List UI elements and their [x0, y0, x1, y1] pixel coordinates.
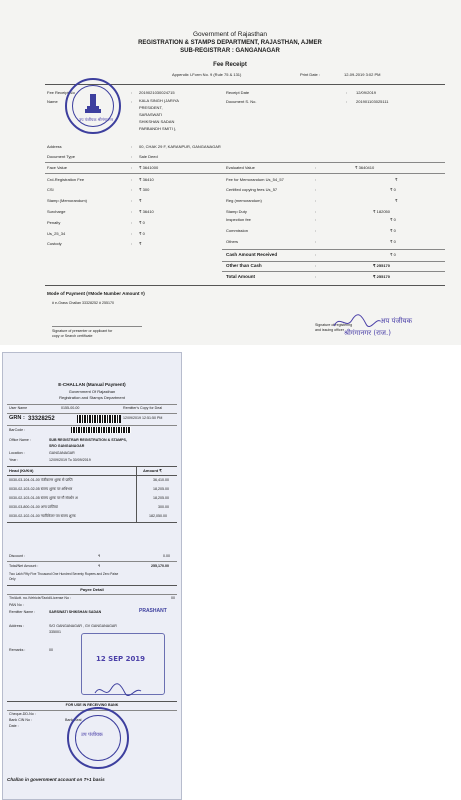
head-row: 0030-02-103-02-05 स्टाम्प शुल्क पर अधिभार	[9, 487, 73, 491]
receipt-title: Fee Receipt	[213, 62, 247, 68]
remitter-handwriting: PRASHANT	[139, 608, 167, 614]
fee-receipt-no: 2019021030024715	[139, 90, 175, 95]
fee-label: Commission	[226, 228, 249, 233]
tin-value: 00	[171, 596, 175, 600]
fee-value: ₹ 0	[139, 220, 145, 225]
fee-receipt-no-label: Fee Receipt No	[47, 90, 75, 95]
fee-label: Crd-Registration Fee	[47, 177, 85, 182]
challan-line: # e-Grass Challan 33328252 # 255170	[52, 301, 114, 305]
print-date-label: Print Date :	[300, 72, 321, 77]
signature-registering: and issuing officer	[315, 328, 344, 332]
seal-icon	[65, 78, 121, 134]
document-sno-label: Document S. No.	[226, 99, 257, 104]
office-name: SRO GANGANAGAR	[49, 444, 85, 448]
fee-value: ₹	[139, 241, 142, 246]
fee-label: Us_25_34	[47, 231, 66, 236]
header-dept: REGISTRATION & STAMPS DEPARTMENT, RAJASTHAN, AJMER	[138, 40, 322, 46]
challan-header: Government Of Rajasthan	[68, 389, 116, 394]
challan-date: 12/09/2019 12:51:50 PM	[123, 416, 163, 420]
head-amount: 18,205.00	[153, 496, 169, 500]
head-row: 0030-03-800-01-00 अन्य प्राप्तियां	[9, 505, 58, 509]
cheque-label: Cheque-DD-No :	[9, 712, 36, 716]
stamp-date: 12 SEP 2019	[96, 655, 146, 663]
fee-value: ₹ 0	[390, 187, 396, 192]
address-label: Address :	[9, 624, 25, 628]
document-sno: 201901103025111	[356, 99, 389, 104]
stamp-handwriting: अप पंजीयक	[380, 317, 412, 325]
fee-label: Custody	[47, 241, 62, 246]
fee-value: ₹	[139, 198, 142, 203]
address-line: S/O GANGANAGAR , GV GANGANAGAR	[49, 624, 117, 628]
remarks: 00	[49, 648, 53, 652]
name-line: PRESIDENT,	[139, 105, 163, 110]
fee-value: ₹	[395, 198, 398, 203]
challan-header: E-CHALLAN (Manual Payment)	[58, 382, 126, 387]
location: GANGANAGAR	[49, 451, 75, 455]
signature-presenter: copy or Search certificate	[52, 334, 93, 338]
fee-value: ₹ 182050	[373, 209, 391, 214]
amount-column: Amount ₹	[143, 468, 162, 473]
total-amount: ₹ 255170	[373, 274, 391, 279]
fee-value: ₹ 0	[390, 217, 396, 222]
fee-value: ₹	[395, 177, 398, 182]
receipt-date-label: Receipt Date	[226, 90, 250, 95]
fee-label: Reg (memorandum)	[226, 198, 262, 203]
remitter-name: SARSWATI SHIKSHAN SADAN	[49, 610, 102, 614]
location-label: Location :	[9, 451, 25, 455]
fee-value: ₹ 0	[390, 239, 396, 244]
fee-label: Stamp (Memorandum)	[47, 198, 88, 203]
year: 12/09/2019 To 30/09/2019	[49, 458, 91, 462]
fee-value: ₹ 3641000	[139, 165, 159, 170]
office-name-label: Office Name :	[9, 438, 31, 442]
fee-label: Stamp Duty	[226, 209, 247, 214]
user-name: 0155-00-00	[61, 406, 80, 410]
document-type: Sale Deed	[139, 154, 158, 159]
pan-label: PAN No :	[9, 603, 24, 607]
head-row: 0030-03-104-01-00 पंजीकरण शुल्क से प्राप्ति	[9, 478, 73, 482]
emblem-icon	[83, 92, 103, 116]
fee-value: ₹ 36410	[139, 177, 154, 182]
signature-registering: Signature of registering	[315, 323, 353, 327]
total-symbol: ₹	[98, 564, 101, 568]
head-amount: 300.00	[158, 505, 169, 509]
signature-scribble	[332, 312, 382, 332]
cash-received: ₹ 0	[390, 252, 396, 257]
fee-value: ₹ 300	[139, 187, 150, 192]
amount-in-words: Two Lakh Fifty Five Thousand One Hundred Seventy Rupees and Zero Paise	[9, 572, 119, 576]
signature-presenter: Signature of presenter or applicant for	[52, 329, 113, 333]
fee-value: ₹ 0	[139, 231, 145, 236]
head-row: 0030-02-103-01-05 स्टाम्प शुल्क पर गौ संवर्धन अ	[9, 496, 78, 500]
stamp-handwriting: श्रीगंगानगर (राज.)	[344, 329, 391, 337]
fee-label: Certified copying fees Us_57	[226, 187, 278, 192]
total-amount: 255,170.00	[151, 564, 169, 568]
payee-detail: Payee Detail	[80, 587, 104, 592]
total-label: Total/Net Amount :	[9, 564, 39, 568]
signature-scribble	[93, 683, 143, 699]
bank-cin-label: Bank CIN No :	[9, 718, 32, 722]
amount-in-words: Only	[9, 577, 16, 581]
head-row: 0030-02-102-01-00 न्यायिकेत्तर पत्र स्टाम्प शुल्क	[9, 514, 76, 518]
fee-receipt: Government of Rajasthan REGISTRATION & STAMPS DEPARTMENT, RAJASTHAN, AJMER SUB-REGISTRAR : GANGANAGAR Fee Receipt Appendix I-Form No. 9 (Rule 75 & 131) Print Date : 12-09-2019 3:02 PM Fee Receipt No : 2019021030024715 Name : KALA SINGH (JARIYA PRESIDENT, SARASWATI SHIKSHAN SADAN PARBANDH SMITI ), Receipt Date : 12/09/2019 Document S. No. : 201901103025111 Address : 00, CHAK 29 F, KARANPUR, GANGANAGAR Document Type : Sale Deed Face Value : ₹ 3641000 Evaluated Value : ₹ 3640410 Crd-Registration Fee : ₹ 36410 CSI : ₹ 300 Stamp (Memorandum) : ₹ Surcharge : ₹ 36410 Penalty : ₹ 0 Us_25_34 : ₹ 0 Custody : ₹ Fee for Memorandum Us_54_57 : ₹ Certified copying fees Us_57 : ₹ 0 Reg (memorandum) : ₹ Stamp Duty : ₹ 182050 Inspection fee : ₹ 0 Commission : ₹ 0 Others : ₹ 0 Cash Amount Received : ₹ 0 Other than Cash : ₹ 255170 Total Amount : ₹ 255170 Mode of Payment (#Mode Number Amount #) # e-Grass Challan 33328252 # 255170 Signature of presenter or applicant for copy or Search certificate Signature of registering and issuing officer अप पंजीयक श्रीगंगानगर (राज.) उप पंजीयक श्रीगंगानगर	[0, 0, 461, 345]
discount-symbol: ₹	[98, 554, 101, 558]
head-column: Head (Kt/Ktt)	[9, 468, 34, 473]
discount-amount: 0.00	[163, 554, 170, 558]
evaluated-value-label: Evaluated Value	[226, 165, 255, 170]
cash-received-label: Cash Amount Received	[226, 252, 278, 257]
fee-label: Fee for Memorandum Us_54_57	[226, 177, 284, 182]
address-value: 00, CHAK 29 F, KARANPUR, GANGANAGAR	[139, 144, 221, 149]
tin-label: Tin/Actt. no./Vehicle/Taxid/License No :	[9, 596, 71, 600]
bank-seal-label: Bank Seal	[65, 718, 82, 722]
fee-label: Surcharge	[47, 209, 66, 214]
fee-label: Others	[226, 239, 239, 244]
fee-label: Penalty	[47, 220, 61, 225]
evaluated-value: ₹ 3640410	[355, 165, 375, 170]
address-label: Address	[47, 144, 62, 149]
grn-number: 33328252	[28, 416, 55, 422]
e-challan	[2, 352, 182, 800]
head-amount: 18,205.00	[153, 487, 169, 491]
seal-text: उप पंजीयक	[81, 732, 103, 738]
fee-value: ₹ 0	[390, 228, 396, 233]
challan-footer: Challan in government account on T+1 basis	[7, 777, 105, 782]
fee-label: Inspection fee	[226, 217, 251, 222]
seal-icon	[67, 707, 129, 769]
user-name-label: User Name	[9, 406, 28, 410]
address-line: 335001	[49, 630, 61, 634]
header-govt: Government of Rajasthan	[192, 31, 268, 38]
copy-label: Remitter's Copy for Deal	[123, 406, 163, 410]
print-date: 12-09-2019 3:02 PM	[344, 72, 381, 77]
receipt-date: 12/09/2019	[356, 90, 377, 95]
grn-label: GRN :	[9, 415, 25, 421]
head-amount: 36,410.00	[153, 478, 169, 482]
mode-of-payment: Mode of Payment (#Mode Number Amount #)	[47, 291, 145, 296]
barcode-label: BarCode :	[9, 428, 26, 432]
name-label: Name	[47, 99, 58, 104]
name-line: SARASWATI	[139, 112, 163, 117]
office-name: SUB REGISTRAR REGISTRATION & STAMPS,	[49, 438, 127, 442]
other-than-cash-label: Other than Cash	[226, 263, 262, 268]
fee-label: Face Value	[47, 165, 67, 170]
header-subregistrar: SUB-REGISTRAR : GANGANAGAR	[180, 48, 280, 54]
date-label: Date :	[9, 724, 19, 728]
remitter-label: Remitter Name :	[9, 610, 36, 614]
appendix-text: Appendix I-Form No. 9 (Rule 75 & 131)	[172, 72, 242, 77]
head-amount: 182,050.00	[149, 514, 167, 518]
remarks-label: Remarks :	[9, 648, 26, 652]
fee-label: CSI	[47, 187, 54, 192]
other-than-cash: ₹ 255170	[373, 263, 391, 268]
year-label: Year :	[9, 458, 19, 462]
challan-header: Registration and Stamps Department	[59, 395, 125, 400]
discount-label: Discount :	[9, 554, 25, 558]
bank-use: FOR USE IN RECEIVING BANK	[65, 703, 119, 707]
barcode-graphic	[71, 427, 131, 433]
seal-text: उप पंजीयक श्रीगंगानगर	[79, 117, 114, 122]
name-line: KALA SINGH (JARIYA	[139, 98, 179, 103]
name-line: SHIKSHAN SADAN	[139, 119, 175, 124]
fee-value: ₹ 36410	[139, 209, 154, 214]
name-line: PARBANDH SMITI ),	[139, 126, 177, 131]
total-label: Total Amount	[226, 274, 256, 279]
barcode-graphic	[77, 415, 121, 423]
document-type-label: Document Type	[47, 154, 75, 159]
